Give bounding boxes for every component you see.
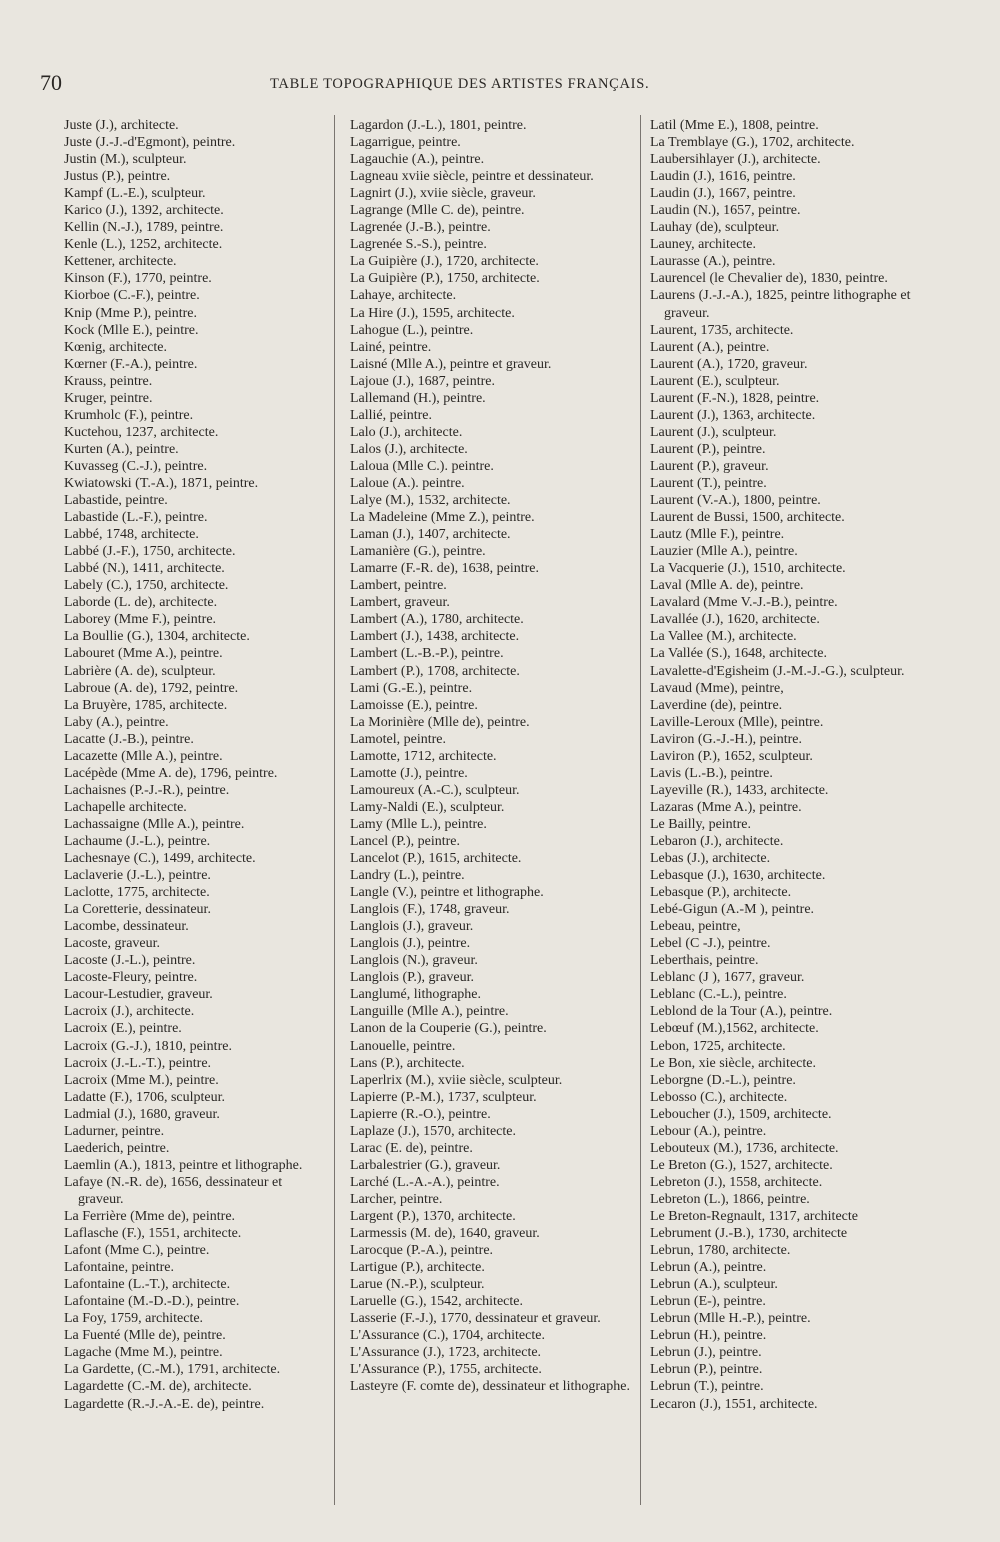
index-entry: Lacépède (Mme A. de), 1796, peintre. bbox=[64, 765, 278, 781]
index-entry: Lamy-Naldi (E.), sculpteur. bbox=[350, 799, 505, 815]
index-entry: Lafontaine (L.-T.), architecte. bbox=[64, 1277, 231, 1293]
index-entry: Lecaron (J.), 1551, architecte. bbox=[650, 1396, 818, 1412]
index-entry: Laurent, 1735, architecte. bbox=[650, 322, 794, 338]
index-entry: Lancelot (P.), 1615, architecte. bbox=[350, 851, 522, 867]
index-entry: Lacazette (Mlle A.), peintre. bbox=[64, 748, 223, 764]
index-entry: Laederich, peintre. bbox=[64, 1140, 170, 1156]
index-entry: Larmessis (M. de), 1640, graveur. bbox=[350, 1226, 540, 1242]
index-entry: La Madeleine (Mme Z.), peintre. bbox=[350, 510, 535, 526]
index-entry: Lagardette (C.-M. de), architecte. bbox=[64, 1379, 252, 1395]
index-entry: Knip (Mme P.), peintre. bbox=[64, 305, 197, 321]
page-number: 70 bbox=[40, 70, 62, 95]
index-entry: Lebasque (J.), 1630, architecte. bbox=[650, 868, 826, 884]
index-entry: Lavallée (J.), 1620, architecte. bbox=[650, 612, 820, 628]
index-entry: Lebel (C -J.), peintre. bbox=[650, 936, 771, 952]
index-column-1 bbox=[64, 117, 326, 1413]
index-entry: Labastide (L.-F.), peintre. bbox=[64, 510, 208, 526]
index-entry: Leblond de la Tour (A.), peintre. bbox=[650, 1004, 833, 1020]
index-entry: La Morinière (Mlle de), peintre. bbox=[350, 714, 530, 730]
index-entry: Laurent (V.-A.), 1800, peintre. bbox=[650, 493, 821, 509]
index-entry: Kurten (A.), peintre. bbox=[64, 441, 179, 457]
index-entry: Lacroix (J.), architecte. bbox=[64, 1004, 195, 1020]
index-entry: Kwiatowski (T.-A.), 1871, peintre. bbox=[64, 475, 259, 491]
index-entry: Lagarrigue, peintre. bbox=[350, 135, 461, 151]
index-entry: Krumholc (F.), peintre. bbox=[64, 407, 194, 423]
index-entry: Lachapelle architecte. bbox=[64, 799, 187, 815]
index-entry: Lavalette-d'Egisheim (J.-M.-J.-G.), sculpteur. bbox=[650, 663, 905, 679]
index-entry: La Guipière (P.), 1750, architecte. bbox=[350, 271, 540, 287]
index-entry: Larac (E. de), peintre. bbox=[350, 1140, 473, 1156]
index-entry: Labbé (N.), 1411, architecte. bbox=[64, 561, 225, 577]
index-entry: Lebasque (P.), architecte. bbox=[650, 885, 792, 901]
index-entry: Laurasse (A.), peintre. bbox=[650, 254, 776, 270]
index-entry: Lebrument (J.-B.), 1730, architecte bbox=[650, 1226, 848, 1242]
index-entry: Lambert (L.-B.-P.), peintre. bbox=[350, 646, 504, 662]
index-entry: Lacroix (J.-L.-T.), peintre. bbox=[64, 1055, 212, 1071]
index-entry: Lauhay (de), sculpteur. bbox=[650, 220, 780, 236]
running-title: TABLE TOPOGRAPHIQUE DES ARTISTES FRANÇAIS. bbox=[270, 76, 650, 92]
index-entry: Lacombe, dessinateur. bbox=[64, 919, 189, 935]
index-entry: Kinson (F.), 1770, peintre. bbox=[64, 271, 212, 287]
index-entry: Lasteyre (F. comte de), dessinateur et lithographe. bbox=[350, 1379, 630, 1395]
index-entry: Lami (G.-E.), peintre. bbox=[350, 680, 473, 696]
index-entry: Lapierre (R.-O.), peintre. bbox=[350, 1106, 491, 1122]
index-entry: Lalye (M.), 1532, architecte. bbox=[350, 493, 511, 509]
index-entry: Lambert, graveur. bbox=[350, 595, 450, 611]
index-entry: Lafontaine (M.-D.-D.), peintre. bbox=[64, 1294, 240, 1310]
index-entry: La Vacquerie (J.), 1510, architecte. bbox=[650, 561, 846, 577]
index-entry: Laby (A.), peintre. bbox=[64, 714, 169, 730]
index-entry: Laloue (A.). peintre. bbox=[350, 475, 465, 491]
index-entry: Lacatte (J.-B.), peintre. bbox=[64, 731, 194, 747]
index-entry: Laudin (J.), 1616, peintre. bbox=[650, 169, 796, 185]
index-entry: Lamanière (G.), peintre. bbox=[350, 544, 486, 560]
index-entry: Ladurner, peintre. bbox=[64, 1123, 165, 1139]
index-entry: Labouret (Mme A.), peintre. bbox=[64, 646, 223, 662]
index-entry: La Coretterie, dessinateur. bbox=[64, 902, 211, 918]
index-entry: Lafontaine, peintre. bbox=[64, 1260, 175, 1276]
index-entry: La Tremblaye (G.), 1702, architecte. bbox=[650, 135, 855, 151]
index-entry: Kellin (N.-J.), 1789, peintre. bbox=[64, 220, 224, 236]
index-entry: Lebrun (E-), peintre. bbox=[650, 1294, 766, 1310]
index-entry: Lachesnaye (C.), 1499, architecte. bbox=[64, 851, 256, 867]
index-entry: Laurent (E.), sculpteur. bbox=[650, 373, 780, 389]
index-entry: Lagardette (R.-J.-A.-E. de), peintre. bbox=[64, 1396, 265, 1412]
index-entry: Lamotel, peintre. bbox=[350, 731, 447, 747]
index-entry: Layeville (R.), 1433, architecte. bbox=[650, 782, 829, 798]
index-entry: Laurent (A.), peintre. bbox=[650, 339, 770, 355]
index-entry: Lacroix (E.), peintre. bbox=[64, 1021, 182, 1037]
index-entry: Laurent (P.), peintre. bbox=[650, 441, 766, 457]
index-entry: Lebon, 1725, architecte. bbox=[650, 1038, 786, 1054]
index-entry: Lebouteux (M.), 1736, architecte. bbox=[650, 1140, 839, 1156]
index-entry: Larue (N.-P.), sculpteur. bbox=[350, 1277, 485, 1293]
index-entry: Laflasche (F.), 1551, architecte. bbox=[64, 1226, 242, 1242]
index-entry: Le Bailly, peintre. bbox=[650, 816, 751, 832]
index-entry: Lahaye, architecte. bbox=[350, 288, 457, 304]
index-entry: Lebosso (C.), architecte. bbox=[650, 1089, 788, 1105]
index-entry: Lagneau xviie siècle, peintre et dessinateur. bbox=[350, 169, 594, 185]
index-entry: Lebrun (A.), sculpteur. bbox=[650, 1277, 778, 1293]
index-entry: Lacroix (G.-J.), 1810, peintre. bbox=[64, 1038, 232, 1054]
index-entry: La Vallee (M.), architecte. bbox=[650, 629, 797, 645]
index-entry: Langlois (F.), 1748, graveur. bbox=[350, 902, 510, 918]
index-entry: Landry (L.), peintre. bbox=[350, 868, 465, 884]
index-entry: Lebrun (Mlle H.-P.), peintre. bbox=[650, 1311, 811, 1327]
index-entry: Lavis (L.-B.), peintre. bbox=[650, 765, 773, 781]
index-entry: Larbalestrier (G.), graveur. bbox=[350, 1157, 501, 1173]
index-entry: Lamotte (J.), peintre. bbox=[350, 765, 468, 781]
index-entry: Langlois (N.), graveur. bbox=[350, 953, 478, 969]
index-entry: Laval (Mlle A. de), peintre. bbox=[650, 578, 804, 594]
index-entry: Langlois (J.), graveur. bbox=[350, 919, 474, 935]
column-divider bbox=[640, 115, 641, 1505]
index-entry: Larocque (P.-A.), peintre. bbox=[350, 1243, 494, 1259]
index-entry: Kruger, peintre. bbox=[64, 390, 153, 406]
index-entry: Kiorboe (C.-F.), peintre. bbox=[64, 288, 200, 304]
index-entry: Lamy (Mlle L.), peintre. bbox=[350, 816, 487, 832]
index-entry: Lacour-Lestudier, graveur. bbox=[64, 987, 213, 1003]
index-entry: Lacoste (J.-L.), peintre. bbox=[64, 953, 196, 969]
index-entry: Krauss, peintre. bbox=[64, 373, 153, 389]
index-entry: Kock (Mlle E.), peintre. bbox=[64, 322, 199, 338]
index-entry: Lagache (Mme M.), peintre. bbox=[64, 1345, 223, 1361]
index-entry: Justin (M.), sculpteur. bbox=[64, 152, 187, 168]
index-entry: Leblanc (C.-L.), peintre. bbox=[650, 987, 787, 1003]
index-entry: Lanon de la Couperie (G.), peintre. bbox=[350, 1021, 547, 1037]
index-entry: Laisné (Mlle A.), peintre et graveur. bbox=[350, 356, 552, 372]
index-entry: Lajoue (J.), 1687, peintre. bbox=[350, 373, 496, 389]
index-entry: Leberthais, peintre. bbox=[650, 953, 759, 969]
index-entry: Lancel (P.), peintre. bbox=[350, 833, 461, 849]
index-entry: Laudin (N.), 1657, peintre. bbox=[650, 203, 801, 219]
index-entry: Kettener, architecte. bbox=[64, 254, 177, 270]
index-entry: Kampf (L.-E.), sculpteur. bbox=[64, 186, 206, 202]
index-entry: Karico (J.), 1392, architecte. bbox=[64, 203, 224, 219]
index-entry: Laborey (Mme F.), peintre. bbox=[64, 612, 217, 628]
page-header bbox=[0, 70, 1000, 100]
index-entry: Lagnirt (J.), xviie siècle, graveur. bbox=[350, 186, 536, 202]
index-entry: Lamoisse (E.), peintre. bbox=[350, 697, 478, 713]
index-entry: La Fuenté (Mlle de), peintre. bbox=[64, 1328, 226, 1344]
index-entry: Laclaverie (J.-L.), peintre. bbox=[64, 868, 211, 884]
index-entry: Lamoureux (A.-C.), sculpteur. bbox=[350, 782, 520, 798]
index-entry: Laudin (J.), 1667, peintre. bbox=[650, 186, 796, 202]
index-entry: Laviron (G.-J.-H.), peintre. bbox=[650, 731, 803, 747]
index-entry: Ladmial (J.), 1680, graveur. bbox=[64, 1106, 220, 1122]
index-entry: Lautz (Mlle F.), peintre. bbox=[650, 527, 785, 543]
index-entry: Lallemand (H.), peintre. bbox=[350, 390, 486, 406]
index-entry: Le Bon, xie siècle, architecte. bbox=[650, 1055, 816, 1071]
index-entry: La Guipière (J.), 1720, architecte. bbox=[350, 254, 539, 270]
index-entry: Lainé, peintre. bbox=[350, 339, 432, 355]
index-entry: Lachaume (J.-L.), peintre. bbox=[64, 833, 211, 849]
index-entry: Laloua (Mlle C.). peintre. bbox=[350, 458, 494, 474]
index-entry: La Ferrière (Mme de), peintre. bbox=[64, 1209, 236, 1224]
index-entry: Lebrun (H.), peintre. bbox=[650, 1328, 767, 1344]
index-entry: Leborgne (D.-L.), peintre. bbox=[650, 1072, 796, 1088]
index-entry: Lebreton (L.), 1866, peintre. bbox=[650, 1191, 810, 1207]
index-entry: Langlois (P.), graveur. bbox=[350, 970, 475, 986]
index-entry: Lebrun (T.), peintre. bbox=[650, 1379, 764, 1395]
index-entry: Lebrun, 1780, architecte. bbox=[650, 1243, 791, 1259]
index-entry: Laurens (J.-J.-A.), 1825, peintre lithographe et graveur. bbox=[650, 288, 911, 321]
index-entry: Labrière (A. de), sculpteur. bbox=[64, 663, 216, 679]
index-entry: Lamotte, 1712, architecte. bbox=[350, 748, 497, 764]
index-entry: Laurent (T.), peintre. bbox=[650, 475, 767, 491]
index-entry: Latil (Mme E.), 1808, peintre. bbox=[650, 118, 819, 133]
index-entry: Lapierre (P.-M.), 1737, sculpteur. bbox=[350, 1089, 537, 1105]
index-entry: Le Breton (G.), 1527, architecte. bbox=[650, 1157, 833, 1173]
index-entry: Lacroix (Mme M.), peintre. bbox=[64, 1072, 219, 1088]
index-entry: Lebrun (A.), peintre. bbox=[650, 1260, 767, 1276]
index-entry: Lambert (P.), 1708, architecte. bbox=[350, 663, 520, 679]
index-entry: Kenle (L.), 1252, architecte. bbox=[64, 237, 223, 253]
index-entry: Langlois (J.), peintre. bbox=[350, 936, 471, 952]
index-entry: Laurent (F.-N.), 1828, peintre. bbox=[650, 390, 820, 406]
index-entry: Laviron (P.), 1652, sculpteur. bbox=[650, 748, 813, 764]
index-entry: Laurent (J.), sculpteur. bbox=[650, 424, 777, 440]
index-entry: L'Assurance (C.), 1704, architecte. bbox=[350, 1328, 545, 1344]
index-entry: Laurent de Bussi, 1500, architecte. bbox=[650, 510, 845, 526]
index-entry: Lebour (A.), peintre. bbox=[650, 1123, 767, 1139]
index-entry: La Vallée (S.), 1648, architecte. bbox=[650, 646, 828, 662]
index-entry: Lartigue (P.), architecte. bbox=[350, 1260, 485, 1276]
index-entry: L'Assurance (P.), 1755, architecte. bbox=[350, 1362, 542, 1378]
index-entry: Lafont (Mme C.), peintre. bbox=[64, 1243, 210, 1259]
index-entry: Laville-Leroux (Mlle), peintre. bbox=[650, 714, 824, 730]
index-entry: Lambert (J.), 1438, architecte. bbox=[350, 629, 520, 645]
index-entry: Lacoste-Fleury, peintre. bbox=[64, 970, 198, 986]
index-entry: Laruelle (G.), 1542, architecte. bbox=[350, 1294, 523, 1310]
index-entry: Lauzier (Mlle A.), peintre. bbox=[650, 544, 798, 560]
index-entry: Languille (Mlle A.), peintre. bbox=[350, 1004, 509, 1020]
index-entry: Lebœuf (M.),1562, architecte. bbox=[650, 1021, 819, 1037]
index-entry: Lachassaigne (Mlle A.), peintre. bbox=[64, 816, 245, 832]
index-entry: Lambert, peintre. bbox=[350, 578, 447, 594]
index-entry: Lans (P.), architecte. bbox=[350, 1055, 465, 1071]
index-entry: Larcher, peintre. bbox=[350, 1191, 443, 1207]
index-entry: Kœnig, architecte. bbox=[64, 339, 168, 355]
index-entry: La Hire (J.), 1595, architecte. bbox=[350, 305, 515, 321]
index-entry: Kœrner (F.-A.), peintre. bbox=[64, 356, 198, 372]
index-entry: Laclotte, 1775, architecte. bbox=[64, 885, 210, 901]
index-entry: Lebreton (J.), 1558, architecte. bbox=[650, 1174, 823, 1190]
index-entry: Langlumé, lithographe. bbox=[350, 987, 482, 1003]
index-entry: Kuctehou, 1237, architecte. bbox=[64, 424, 219, 440]
index-entry: Lazaras (Mme A.), peintre. bbox=[650, 799, 802, 815]
index-entry: Labbé (J.-F.), 1750, architecte. bbox=[64, 544, 236, 560]
index-entry: Ladatte (F.), 1706, sculpteur. bbox=[64, 1089, 226, 1105]
index-entry: Lavaud (Mme), peintre, bbox=[650, 680, 784, 696]
index-entry: Leboucher (J.), 1509, architecte. bbox=[650, 1106, 832, 1122]
index-entry: Laurent (A.), 1720, graveur. bbox=[650, 356, 808, 372]
index-entry: Lalos (J.), architecte. bbox=[350, 441, 468, 457]
index-entry: Le Breton-Regnault, 1317, architecte bbox=[650, 1209, 858, 1224]
index-entry: Laurent (P.), graveur. bbox=[650, 458, 769, 474]
index-entry: La Boullie (G.), 1304, architecte. bbox=[64, 629, 250, 645]
index-entry: Leblanc (J ), 1677, graveur. bbox=[650, 970, 805, 986]
index-entry: Lebrun (P.), peintre. bbox=[650, 1362, 763, 1378]
index-entry: Kuvasseg (C.-J.), peintre. bbox=[64, 458, 208, 474]
index-entry: Lachaisnes (P.-J.-R.), peintre. bbox=[64, 782, 230, 798]
index-entry: Lalo (J.), architecte. bbox=[350, 424, 463, 440]
index-entry: Labroue (A. de), 1792, peintre. bbox=[64, 680, 239, 696]
index-entry: Langle (V.), peintre et lithographe. bbox=[350, 885, 544, 901]
index-entry: Lebaron (J.), architecte. bbox=[650, 833, 784, 849]
index-column-3 bbox=[650, 117, 932, 1413]
index-entry: Labbé, 1748, architecte. bbox=[64, 527, 199, 543]
index-entry: Lebé-Gigun (A.-M ), peintre. bbox=[650, 902, 815, 918]
index-entry: Lagrenée S.-S.), peintre. bbox=[350, 237, 487, 253]
index-entry: Lacoste, graveur. bbox=[64, 936, 161, 952]
index-entry: La Gardette, (C.-M.), 1791, architecte. bbox=[64, 1362, 281, 1378]
index-entry: Lagauchie (A.), peintre. bbox=[350, 152, 485, 168]
index-entry: Lallié, peintre. bbox=[350, 407, 433, 423]
index-entry: Larché (L.-A.-A.), peintre. bbox=[350, 1174, 500, 1190]
index-entry: L'Assurance (J.), 1723, architecte. bbox=[350, 1345, 542, 1361]
index-entry: Laemlin (A.), 1813, peintre et lithographe. bbox=[64, 1157, 303, 1173]
index-entry: Lavalard (Mme V.-J.-B.), peintre. bbox=[650, 595, 838, 611]
index-entry: Lafaye (N.-R. de), 1656, dessinateur et graveur. bbox=[64, 1174, 283, 1207]
index-entry: Labely (C.), 1750, architecte. bbox=[64, 578, 229, 594]
index-entry: Lebas (J.), architecte. bbox=[650, 851, 771, 867]
index-entry: Launey, architecte. bbox=[650, 237, 756, 253]
index-entry: Lasserie (F.-J.), 1770, dessinateur et graveur. bbox=[350, 1311, 601, 1327]
index-entry: Lambert (A.), 1780, architecte. bbox=[350, 612, 524, 628]
index-entry: Lebeau, peintre, bbox=[650, 919, 741, 935]
index-entry: Juste (J.-J.-d'Egmont), peintre. bbox=[64, 135, 236, 151]
index-entry: Laverdine (de), peintre. bbox=[650, 697, 783, 713]
column-divider bbox=[334, 115, 335, 1505]
index-entry: Lagrenée (J.-B.), peintre. bbox=[350, 220, 491, 236]
index-entry: La Bruyère, 1785, architecte. bbox=[64, 697, 228, 713]
index-entry: Laubersihlayer (J.), architecte. bbox=[650, 152, 821, 168]
index-entry: Largent (P.), 1370, architecte. bbox=[350, 1209, 516, 1224]
index-entry: Lahogue (L.), peintre. bbox=[350, 322, 474, 338]
index-entry: Justus (P.), peintre. bbox=[64, 169, 171, 185]
index-entry: Lebrun (J.), peintre. bbox=[650, 1345, 762, 1361]
index-entry: Lamarre (F.-R. de), 1638, peintre. bbox=[350, 561, 539, 577]
index-entry: Juste (J.), architecte. bbox=[64, 118, 179, 133]
index-entry: Lanouelle, peintre. bbox=[350, 1038, 456, 1054]
index-entry: Laurent (J.), 1363, architecte. bbox=[650, 407, 816, 423]
index-entry: Laperlrix (M.), xviie siècle, sculpteur. bbox=[350, 1072, 563, 1088]
index-column-2 bbox=[350, 117, 633, 1396]
index-entry: Laborde (L. de), architecte. bbox=[64, 595, 218, 611]
index-entry: Lagardon (J.-L.), 1801, peintre. bbox=[350, 118, 527, 133]
index-entry: Laplaze (J.), 1570, architecte. bbox=[350, 1123, 516, 1139]
index-entry: Laman (J.), 1407, architecte. bbox=[350, 527, 511, 543]
index-entry: Laurencel (le Chevalier de), 1830, peintre. bbox=[650, 271, 888, 287]
index-entry: Labastide, peintre. bbox=[64, 493, 168, 509]
index-entry: Lagrange (Mlle C. de), peintre. bbox=[350, 203, 525, 219]
index-entry: La Foy, 1759, architecte. bbox=[64, 1311, 204, 1327]
